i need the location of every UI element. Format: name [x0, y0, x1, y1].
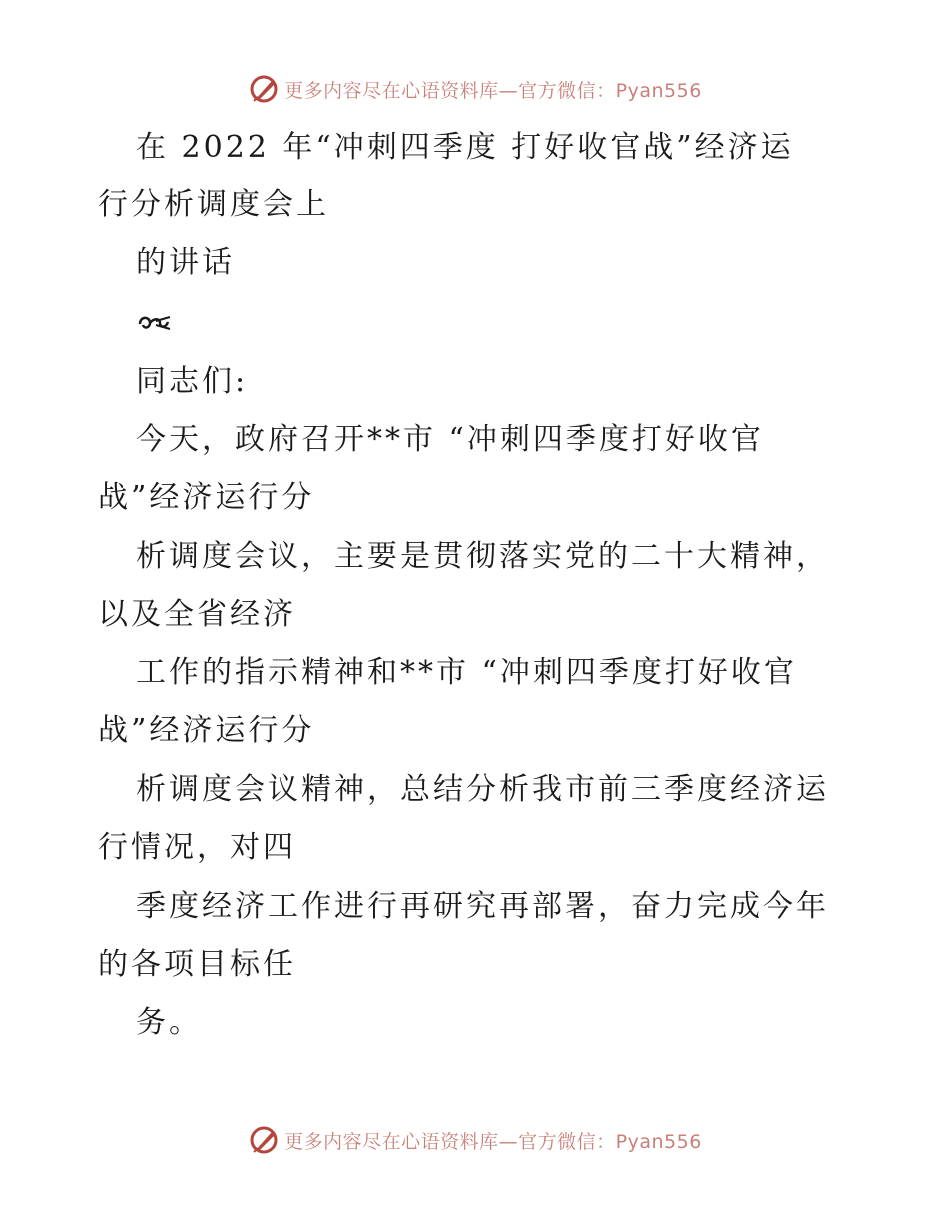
quill-logo-icon	[248, 1124, 280, 1156]
paragraph-line: 的各项目标任	[98, 947, 296, 982]
paragraph-line: 析调度会议，主要是贯彻落实党的二十大精神，	[136, 539, 829, 574]
quill-logo-icon	[248, 73, 280, 105]
paragraph-line: 行情况，对四	[98, 830, 296, 865]
paragraph-line: 今天，政府召开**市 “冲刺四季度打好收官	[136, 422, 764, 457]
paragraph-line: 战”经济运行分	[98, 713, 315, 748]
paragraph-line: 务。	[136, 1005, 202, 1040]
footer-watermark-text: 更多内容尽在心语资料库—官方微信：Pyan556	[284, 1130, 702, 1153]
title-line-2: 行分析调度会上	[98, 187, 329, 222]
ornament-icon	[136, 308, 172, 336]
header-watermark	[0, 72, 950, 106]
paragraph-line: 战”经济运行分	[98, 480, 315, 515]
paragraph-line: 季度经济工作进行再研究再部署，奋力完成今年	[136, 889, 829, 924]
title-line-1: 在 2022 年“冲刺四季度 打好收官战”经济运	[136, 130, 794, 165]
salutation: 同志们:	[136, 364, 249, 399]
paragraph-line: 析调度会议精神，总结分析我市前三季度经济运	[136, 772, 829, 807]
title-line-3: 的讲话	[136, 245, 235, 280]
header-watermark-text: 更多内容尽在心语资料库—官方微信：Pyan556	[284, 79, 702, 102]
footer-watermark	[0, 1123, 950, 1157]
paragraph-line: 以及全省经济	[98, 597, 296, 632]
paragraph-line: 工作的指示精神和**市 “冲刺四季度打好收官	[136, 655, 797, 690]
